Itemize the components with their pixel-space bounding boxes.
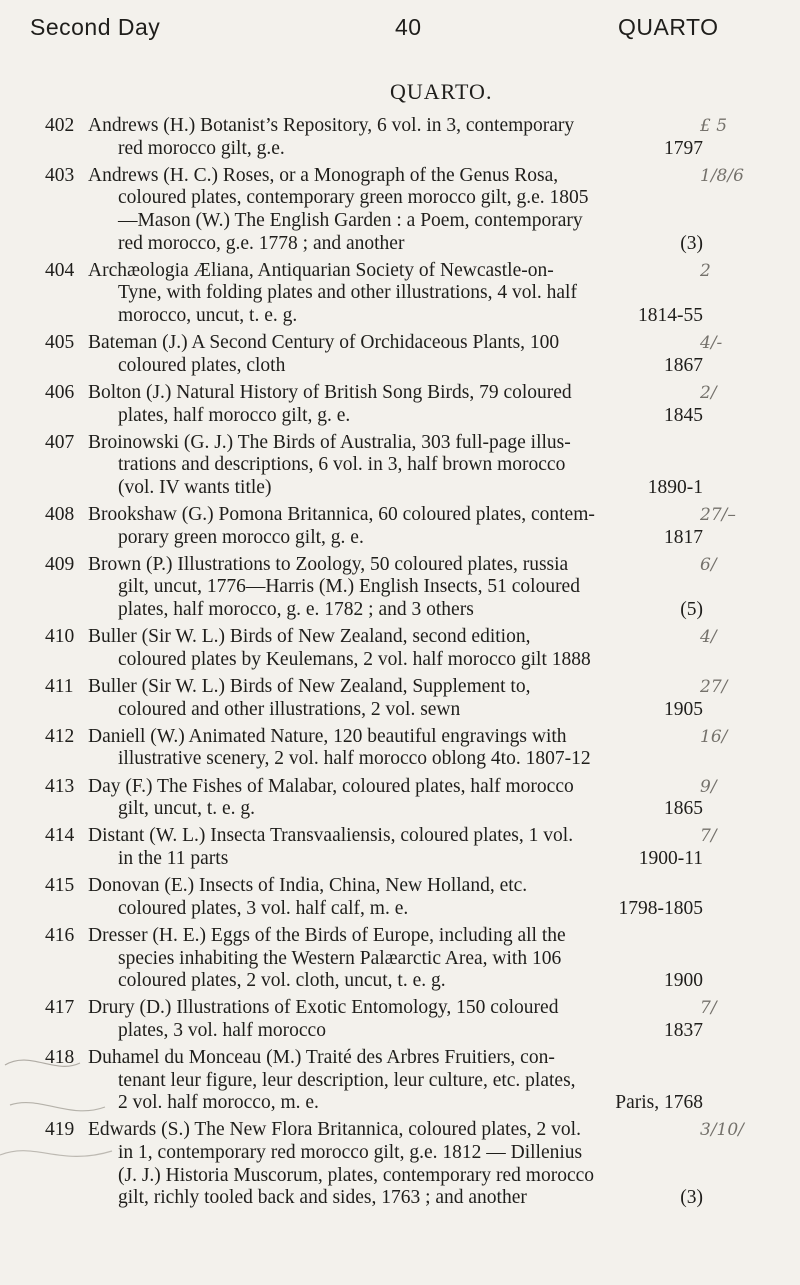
lot-date: 1890-1 (647, 476, 703, 498)
lot-number: 419 (45, 1119, 75, 1141)
lot-description-line: Buller (Sir W. L.) Birds of New Zealand, second edition, (88, 626, 531, 648)
lot-number: 402 (45, 115, 75, 136)
handwritten-price: 16/ (700, 726, 728, 747)
lot-description-line: red morocco, g.e. 1778 ; and another (3) (118, 232, 703, 254)
lot-entry (0, 925, 703, 993)
lot-entry (0, 626, 717, 671)
lot-entry (0, 115, 728, 160)
lot-entry (0, 676, 728, 721)
lot-description-line: coloured plates, 2 vol. cloth, uncut, t. e. g. 1900 (118, 970, 703, 992)
lot-description-line: trations and descriptions, 6 vol. in 3, half brown morocco (118, 454, 566, 476)
lot-description-line: gilt, richly tooled back and sides, 1763 ; and another (3) (118, 1187, 703, 1209)
lot-entry (0, 259, 711, 328)
lot-date: 1798-1805 (618, 897, 703, 919)
handwritten-price: 4/- (700, 333, 723, 354)
lot-description-line: Tyne, with folding plates and other illustrations, 4 vol. half (118, 282, 577, 304)
lot-date: 1797 (664, 137, 703, 159)
lot-number: 411 (45, 676, 74, 697)
handwritten-price: 6/ (700, 554, 717, 575)
lot-description-line: Andrews (H.) Botanist’s Repository, 6 vol. in 3, contemporary (88, 115, 575, 136)
lot-description-line: coloured plates by Keulemans, 2 vol. half morocco gilt 1888 (118, 648, 591, 670)
lot-date: 1905 (664, 698, 703, 720)
handwritten-price: 9/ (700, 776, 717, 797)
lot-description-line: Dresser (H. E.) Eggs of the Birds of Europe, including all the (88, 924, 566, 946)
lot-description-line: plates, half morocco gilt, g. e. 1845 (118, 404, 703, 426)
handwritten-price: 2 (700, 260, 711, 281)
lot-description-line: illustrative scenery, 2 vol. half morocco oblong 4to. 1807-12 (118, 748, 591, 770)
lot-description-line: coloured and other illustrations, 2 vol. sewn 1905 (118, 698, 703, 720)
lot-entry (0, 381, 717, 427)
lot-description-line: coloured plates, cloth 1867 (118, 354, 703, 376)
lot-date: (5) (680, 599, 703, 621)
lot-description-line: coloured plates, contemporary green morocco gilt, g.e. 1805 (118, 187, 589, 209)
lot-entry (0, 825, 717, 870)
lot-date: 1865 (664, 798, 703, 820)
lot-description-line: Edwards (S.) The New Flora Britannica, coloured plates, 2 vol. (88, 1119, 581, 1141)
lot-number: 403 (45, 164, 75, 186)
lot-list (0, 115, 800, 1214)
lot-description-line: Day (F.) The Fishes of Malabar, coloured plates, half morocco (88, 775, 574, 797)
lot-description-line: porary green morocco gilt, g. e. 1817 (118, 526, 703, 548)
handwritten-price: 7/ (700, 826, 717, 847)
lot-date: 1900-11 (638, 847, 703, 869)
lot-description-line: species inhabiting the Western Palæarctic Area, with 106 (118, 947, 562, 969)
lot-description-line: red morocco gilt, g.e. 1797 (118, 137, 703, 159)
lot-number: 418 (45, 1047, 75, 1069)
lot-number: 412 (45, 725, 75, 747)
lot-description-line: Drury (D.) Illustrations of Exotic Entomology, 150 coloured (88, 997, 559, 1019)
handwritten-price: 27/ (700, 677, 728, 697)
lot-description-line: in the 11 parts 1900-11 (118, 847, 703, 869)
lot-date: 1814-55 (638, 304, 703, 326)
lot-description-line: Daniell (W.) Animated Nature, 120 beautiful engravings with (88, 725, 567, 747)
lot-description-line: Brown (P.) Illustrations to Zoology, 50 coloured plates, russia (88, 553, 569, 575)
lot-number: 408 (45, 504, 75, 526)
handwritten-price: 4/ (700, 627, 717, 648)
lot-entry (0, 875, 703, 920)
lot-description-line: —Mason (W.) The English Garden : a Poem, contemporary (118, 209, 583, 231)
lot-number: 415 (45, 875, 75, 897)
lot-description-line: morocco, uncut, t. e. g. 1814-55 (118, 304, 703, 326)
lot-description-line: Bolton (J.) Natural History of British Song Birds, 79 coloured (88, 381, 572, 403)
running-head (0, 8, 800, 48)
lot-description-line: coloured plates, 3 vol. half calf, m. e. 1798-1805 (118, 897, 703, 919)
lot-number: 410 (45, 626, 75, 648)
lot-number: 416 (45, 924, 75, 946)
lot-number: 409 (45, 553, 75, 575)
lot-entry (0, 725, 728, 771)
lot-description-line: (J. J.) Historia Muscorum, plates, contemporary red morocco (118, 1164, 594, 1186)
lot-description-line: plates, half morocco, g. e. 1782 ; and 3 others (5) (118, 599, 703, 621)
lot-entry (0, 997, 717, 1042)
handwritten-price: 27/– (700, 505, 736, 526)
lot-description-line: Buller (Sir W. L.) Birds of New Zealand, Supplement to, (88, 676, 531, 697)
lot-entry (0, 332, 723, 377)
lot-description-line: 2 vol. half morocco, m. e. Paris, 1768 (118, 1092, 703, 1114)
lot-date: 1837 (664, 1019, 703, 1041)
lot-number: 414 (45, 825, 75, 847)
lot-entry (0, 432, 703, 500)
lot-date: (3) (680, 1187, 703, 1209)
lot-date: (3) (680, 232, 703, 254)
lot-entry (0, 164, 744, 255)
lot-date: Paris, 1768 (615, 1092, 703, 1114)
lot-date: 1867 (664, 354, 703, 376)
lot-description-line: Brookshaw (G.) Pomona Britannica, 60 coloured plates, contem- (88, 504, 595, 526)
lot-description-line: tenant leur figure, leur description, leur culture, etc. plates, (118, 1069, 576, 1091)
lot-date: 1817 (664, 526, 703, 548)
lot-description-line: Duhamel du Monceau (M.) Traité des Arbres Fruitiers, con- (88, 1047, 555, 1069)
lot-entry (0, 553, 717, 622)
lot-description-line: in 1, contemporary red morocco gilt, g.e. 1812 — Dillenius (118, 1142, 583, 1164)
lot-description-line: gilt, uncut, t. e. g. 1865 (118, 798, 703, 820)
running-head-day: Second Day (30, 14, 161, 40)
lot-description-line: Distant (W. L.) Insecta Transvaaliensis, coloured plates, 1 vol. (88, 825, 574, 847)
running-head-section: QUARTO (618, 14, 719, 40)
lot-description-line: Andrews (H. C.) Roses, or a Monograph of the Genus Rosa, (88, 164, 559, 186)
handwritten-price: £ 5 (700, 116, 728, 136)
handwritten-price: 1/8/6 (700, 165, 744, 186)
lot-description-line: Bateman (J.) A Second Century of Orchidaceous Plants, 100 (88, 332, 560, 354)
lot-entry (0, 504, 736, 549)
page-number: 40 (395, 14, 422, 40)
lot-description-line: gilt, uncut, 1776—Harris (M.) English Insects, 51 coloured (118, 576, 580, 598)
lot-description-line: plates, 3 vol. half morocco 1837 (118, 1019, 703, 1041)
lot-date: 1845 (664, 404, 703, 426)
handwritten-price: 7/ (700, 998, 717, 1019)
lot-number: 405 (45, 332, 75, 354)
lot-description-line: Broinowski (G. J.) The Birds of Australia, 303 full-page illus- (88, 431, 571, 453)
margin-pencil-marks (0, 1045, 120, 1285)
handwritten-price: 2/ (700, 382, 717, 403)
lot-description-line: Archæologia Æliana, Antiquarian Society of Newcastle-on- (88, 259, 554, 281)
handwritten-price: 3/10/ (700, 1120, 744, 1141)
lot-date: 1900 (664, 970, 703, 992)
lot-entry (0, 775, 717, 821)
lot-number: 407 (45, 431, 75, 453)
lot-number: 413 (45, 775, 75, 797)
lot-description-line: (vol. IV wants title) 1890-1 (118, 476, 703, 498)
lot-description-line: Donovan (E.) Insects of India, China, New Holland, etc. (88, 875, 528, 897)
lot-number: 406 (45, 381, 75, 403)
lot-number: 417 (45, 997, 75, 1019)
section-title: QUARTO. (390, 79, 493, 104)
lot-number: 404 (45, 259, 75, 281)
